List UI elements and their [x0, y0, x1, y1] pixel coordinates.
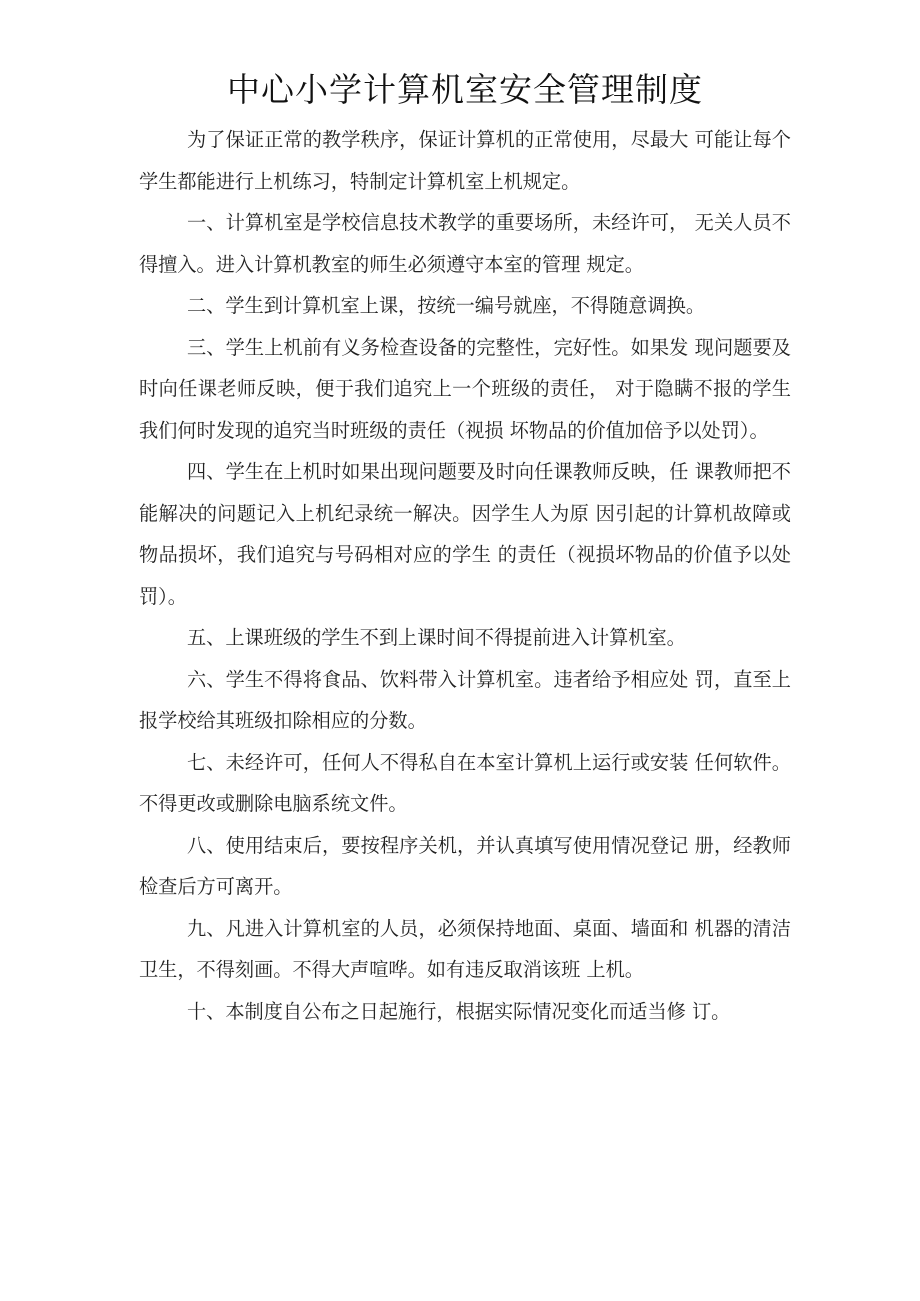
paragraph-rule-6: 六、学生不得将食品、饮料带入计算机室。违者给予相应处 罚，直至上报学校给其班级扣除相应的分数。 [139, 667, 791, 732]
paragraph-rule-7: 七、未经许可，任何人不得私自在本室计算机上运行或安装 任何软件。不得更改或删除电脑系统文件。 [139, 750, 791, 815]
document-title: 中心小学计算机室安全管理制度 [227, 70, 703, 109]
document-body [139, 119, 791, 1032]
paragraph-rule-10: 十、本制度自公布之日起施行，根据实际情况变化而适当修 订。 [187, 999, 731, 1023]
paragraph-intro: 为了保证正常的教学秩序，保证计算机的正常使用，尽最大 可能让每个学生都能进行上机练习，特制定计算机室上机规定。 [139, 128, 791, 193]
paragraph-rule-3: 三、学生上机前有义务检查设备的完整性，完好性。如果发 现问题要及时向任课老师反映，便于我们追究上一个班级的责任， 对于隐瞒不报的学生我们何时发现的追究当时班级的责任（视损 坏物品的价值加倍予以处罚）。 [139, 335, 791, 442]
paragraph-rule-2: 二、学生到计算机室上课，按统一编号就座，不得随意调换。 [187, 294, 706, 317]
paragraph-rule-4: 四、学生在上机时如果出现问题要及时向任课教师反映，任 课教师把不能解决的问题记入上机纪录统一解决。因学生人为原 因引起的计算机故障或物品损坏，我们追究与号码相对应的学生 的责任（视损坏物品的价值予以处罚）。 [139, 460, 791, 608]
paragraph-rule-1: 一、计算机室是学校信息技术教学的重要场所，未经许可， 无关人员不得擅入。进入计算机教室的师生必须遵守本室的管理 规定。 [139, 211, 791, 276]
paragraph-rule-5: 五、上课班级的学生不到上课时间不得提前进入计算机室。 [187, 626, 686, 649]
paragraph-rule-8: 八、使用结束后，要按程序关机，并认真填写使用情况登记 册，经教师检查后方可离开。 [139, 833, 791, 898]
paragraph-rule-9: 九、凡进入计算机室的人员，必须保持地面、桌面、墙面和 机器的清洁卫生，不得刻画。不得大声喧哗。如有违反取消该班 上机。 [139, 916, 791, 981]
